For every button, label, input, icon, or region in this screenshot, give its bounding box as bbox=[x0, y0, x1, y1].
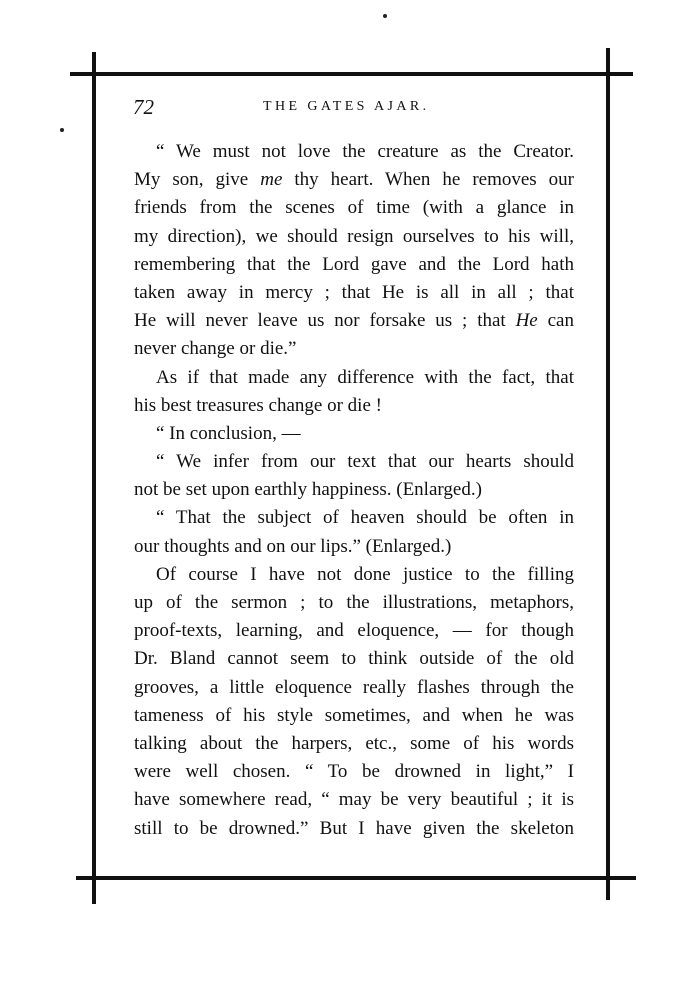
text-line: My son, give me thy heart. When he removes our bbox=[134, 169, 574, 191]
text-line: my direction), we should resign ourselves to his will, bbox=[134, 225, 574, 247]
text-line: up of the sermon ; to the illustrations, metaphors, bbox=[134, 592, 574, 613]
text-line: As if that made any difference with the fact, that bbox=[156, 366, 574, 388]
border-rule-left bbox=[92, 52, 96, 904]
text-line: “ We must not love the creature as the Creator. bbox=[156, 141, 574, 162]
text-line: proof-texts, learning, and eloquence, — for though bbox=[134, 620, 574, 642]
border-rule-right bbox=[606, 48, 610, 900]
text-line: “ We infer from our text that our hearts should bbox=[156, 451, 574, 473]
text-line: have somewhere read, “ may be very beautiful ; it is bbox=[134, 789, 574, 811]
text-line: Of course I have not done justice to the filling bbox=[156, 563, 574, 585]
text-line: grooves, a little eloquence really flashes through the bbox=[134, 676, 574, 698]
text-line: not be set upon earthly happiness. (Enlarged.) bbox=[134, 479, 482, 501]
text-line: talking about the harpers, etc., some of his words bbox=[134, 732, 574, 754]
page-number: 72 bbox=[133, 95, 154, 119]
ink-speck bbox=[383, 14, 387, 18]
ink-speck bbox=[60, 128, 64, 132]
text-line: were well chosen. “ To be drowned in light,” I bbox=[134, 761, 574, 783]
text-line: Dr. Bland cannot seem to think outside of the old bbox=[134, 648, 574, 670]
body-text bbox=[134, 138, 574, 843]
text-line: taken away in mercy ; that He is all in all ; that bbox=[134, 281, 574, 303]
running-title: THE GATES AJAR. bbox=[263, 99, 430, 114]
border-rule-bottom bbox=[76, 876, 636, 880]
page-header bbox=[133, 94, 573, 120]
text-line: remembering that the Lord gave and the Lord hath bbox=[134, 253, 574, 275]
text-line: our thoughts and on our lips.” (Enlarged.) bbox=[134, 535, 452, 557]
text-line: his best treasures change or die ! bbox=[134, 394, 382, 416]
text-line: still to be drowned.” But I have given the skeleton bbox=[134, 817, 574, 839]
emphasis: He bbox=[515, 310, 538, 332]
text-line: He will never leave us nor forsake us ; that He can bbox=[134, 310, 574, 332]
text-line: friends from the scenes of time (with a glance in bbox=[134, 197, 574, 219]
text-line: never change or die.” bbox=[134, 338, 297, 360]
text-line: “ That the subject of heaven should be often in bbox=[156, 507, 574, 529]
text-line: tameness of his style sometimes, and when he was bbox=[134, 704, 574, 726]
border-rule-top bbox=[70, 72, 633, 76]
emphasis: me bbox=[260, 169, 283, 191]
text-line: “ In conclusion, — bbox=[156, 422, 301, 444]
